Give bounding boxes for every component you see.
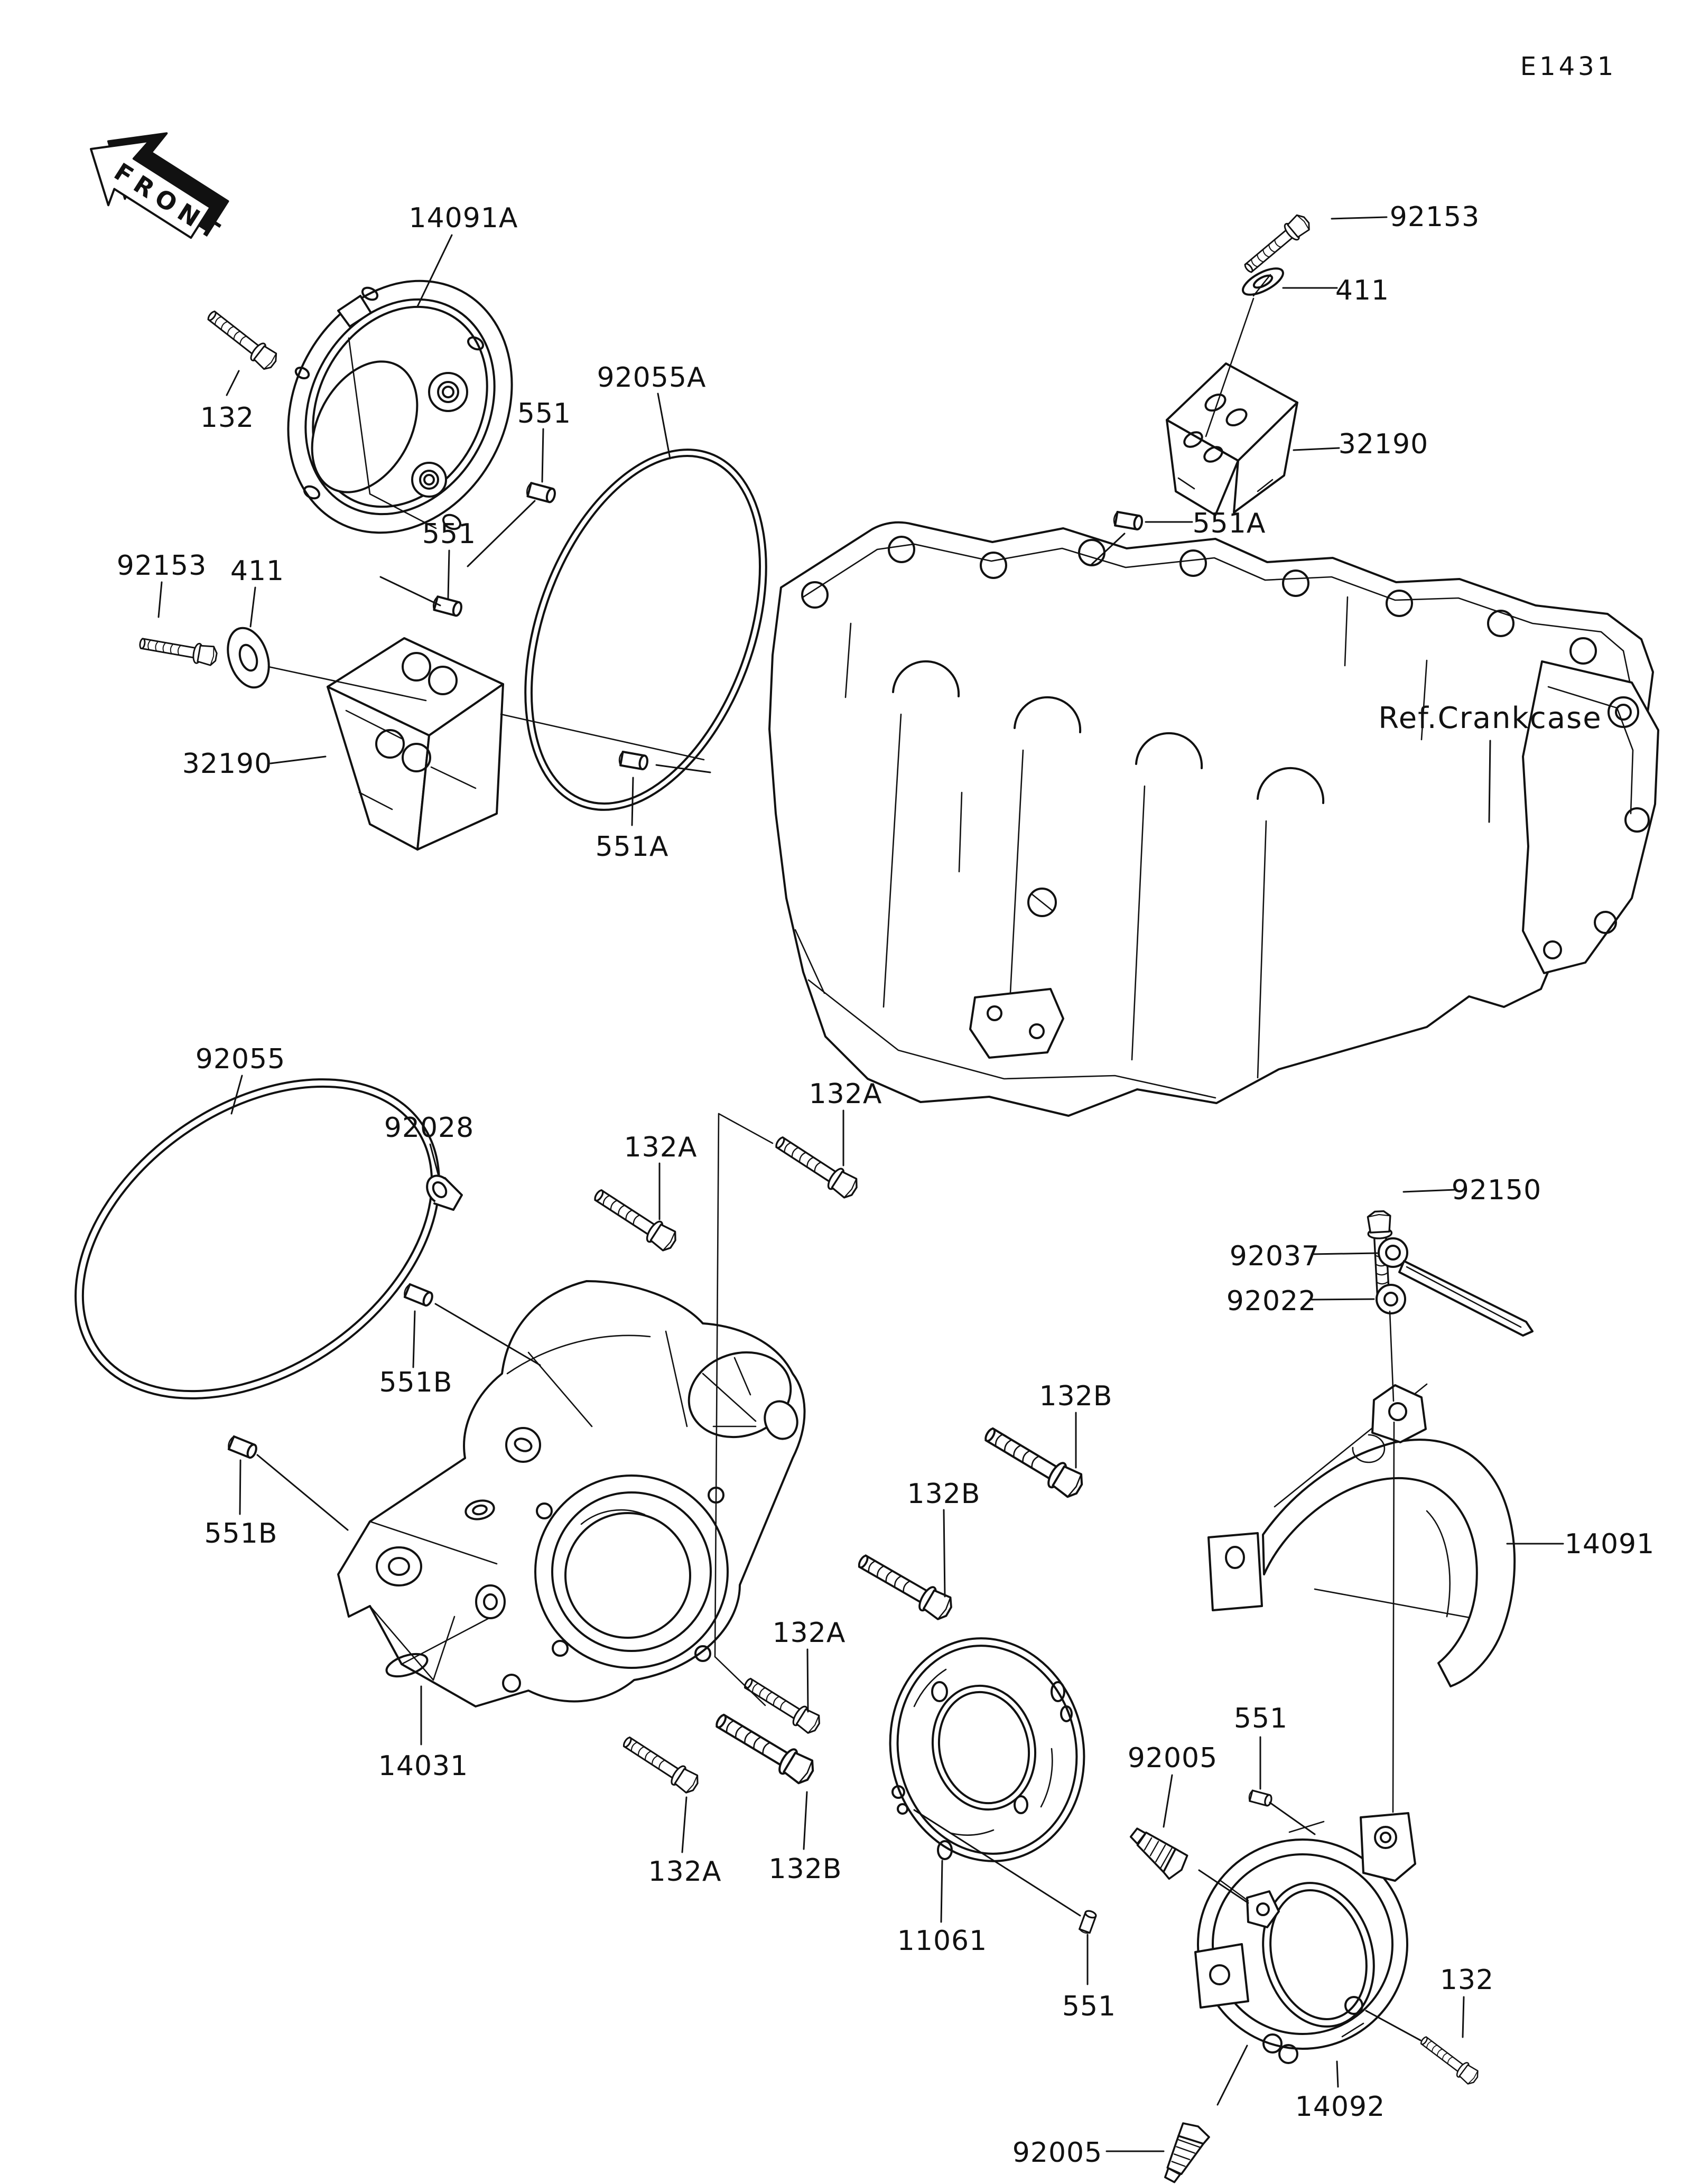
part-label-bolt-132b-3: 132B [768,1853,842,1885]
cover-14091a-art [245,241,555,572]
ref-crankcase-label: Ref.Crankcase [1378,701,1602,735]
bolt-132-right-art [1417,2033,1481,2086]
part-label-bracket-32190-left: 32190 [182,748,273,780]
fitting-92005-2-art [1157,2120,1211,2184]
part-label-bolt-132b-1: 132B [1039,1380,1113,1412]
diagram-code: E1431 [1520,52,1617,81]
crankcase-art [769,522,1658,1116]
part-label-cover-14031: 14031 [378,1750,469,1782]
washer-411-left-art [221,623,276,693]
part-label-bolt-132a-2: 132A [809,1078,882,1110]
part-label-fitting-92005-2: 92005 [1012,2137,1103,2169]
bolt-132a-1-art [590,1184,680,1254]
part-label-clamp-92037: 92037 [1229,1240,1320,1272]
part-label-fitting-92005-1: 92005 [1127,1742,1218,1774]
bracket-32190-left-art [328,638,503,850]
part-label-bolt-92153-left: 92153 [116,550,207,582]
guard-14091-ear [1372,1385,1426,1442]
bolt-92153-right-art [1241,212,1313,277]
bracket-32190-right-art [1167,363,1297,515]
clamp-92037-art [1379,1238,1532,1336]
part-label-pin-551-3: 551 [1233,1703,1288,1734]
bolt-132-topleft-art [204,306,280,372]
bolt-132a-4-art [619,1732,701,1795]
cover-14031-art [338,1281,805,1706]
pin-551b-2-art [227,1435,258,1459]
bolt-132a-3-art [741,1673,823,1735]
fitting-92005-1-art [1125,1821,1191,1881]
pin-551-2-art [432,596,463,617]
guard-14091-block [1209,1533,1262,1610]
part-label-pin-551-4: 551 [1062,1991,1117,2022]
part-label-pin-551b-2: 551B [204,1518,278,1550]
pin-551-4-art [1079,1910,1097,1935]
part-label-plug-92028: 92028 [384,1112,475,1144]
gasket-92055a-art [480,416,812,843]
part-label-bolt-132-right: 132 [1439,1964,1494,1996]
front-arrow [70,104,253,266]
pin-551a-right-art [1113,511,1143,530]
part-label-pin-551-2: 551 [422,518,477,550]
bolt-132b-2-art [854,1549,955,1622]
part-label-bolt-92153-right: 92153 [1389,201,1480,233]
cover-14092-art [1195,1813,1415,2063]
part-label-bracket-32190-right: 32190 [1338,428,1429,460]
part-label-guard-14091: 14091 [1564,1528,1655,1560]
part-label-washer-411-right: 411 [1335,275,1390,306]
pin-551-1-art [526,482,556,503]
front-arrow-label: FRONT [109,157,230,248]
part-label-bolt-132a-4: 132A [648,1856,722,1888]
part-label-washer-411-left: 411 [230,555,285,587]
plug-92028-art [422,1171,462,1210]
part-label-pin-551a-left: 551A [595,831,669,863]
part-label-gasket-11061: 11061 [897,1925,988,1957]
part-label-bolt-132a-1: 132A [624,1132,698,1163]
pin-551b-1-art [403,1283,434,1306]
crankcase-pad [970,989,1063,1058]
part-label-cover-14091a: 14091A [408,202,518,234]
pin-551a-left-art [618,751,648,770]
part-label-cover-14092: 14092 [1295,2091,1386,2123]
part-label-pin-551a-right: 551A [1192,508,1266,539]
part-label-bolt-132b-2: 132B [907,1478,981,1510]
part-label-bolt-132a-3: 132A [772,1617,846,1649]
part-label-gasket-92055a: 92055A [597,362,707,394]
guard-14091-art [1209,1384,1515,1686]
part-label-pin-551-1: 551 [517,398,572,430]
part-label-pin-551b-1: 551B [379,1367,453,1398]
pin-551-3-art [1248,1790,1272,1806]
part-label-washer-92022: 92022 [1226,1285,1317,1317]
part-label-bolt-92150: 92150 [1451,1174,1542,1206]
gasket-11061-art [870,1620,1104,1879]
bolt-92153-left-art [138,633,218,666]
part-label-gasket-92055: 92055 [195,1043,286,1075]
washer-92022-art [1377,1285,1405,1313]
part-label-bolt-132-topleft: 132 [200,402,255,434]
bolt-132a-2-art [772,1132,861,1201]
bolt-132b-1-art [980,1422,1086,1500]
